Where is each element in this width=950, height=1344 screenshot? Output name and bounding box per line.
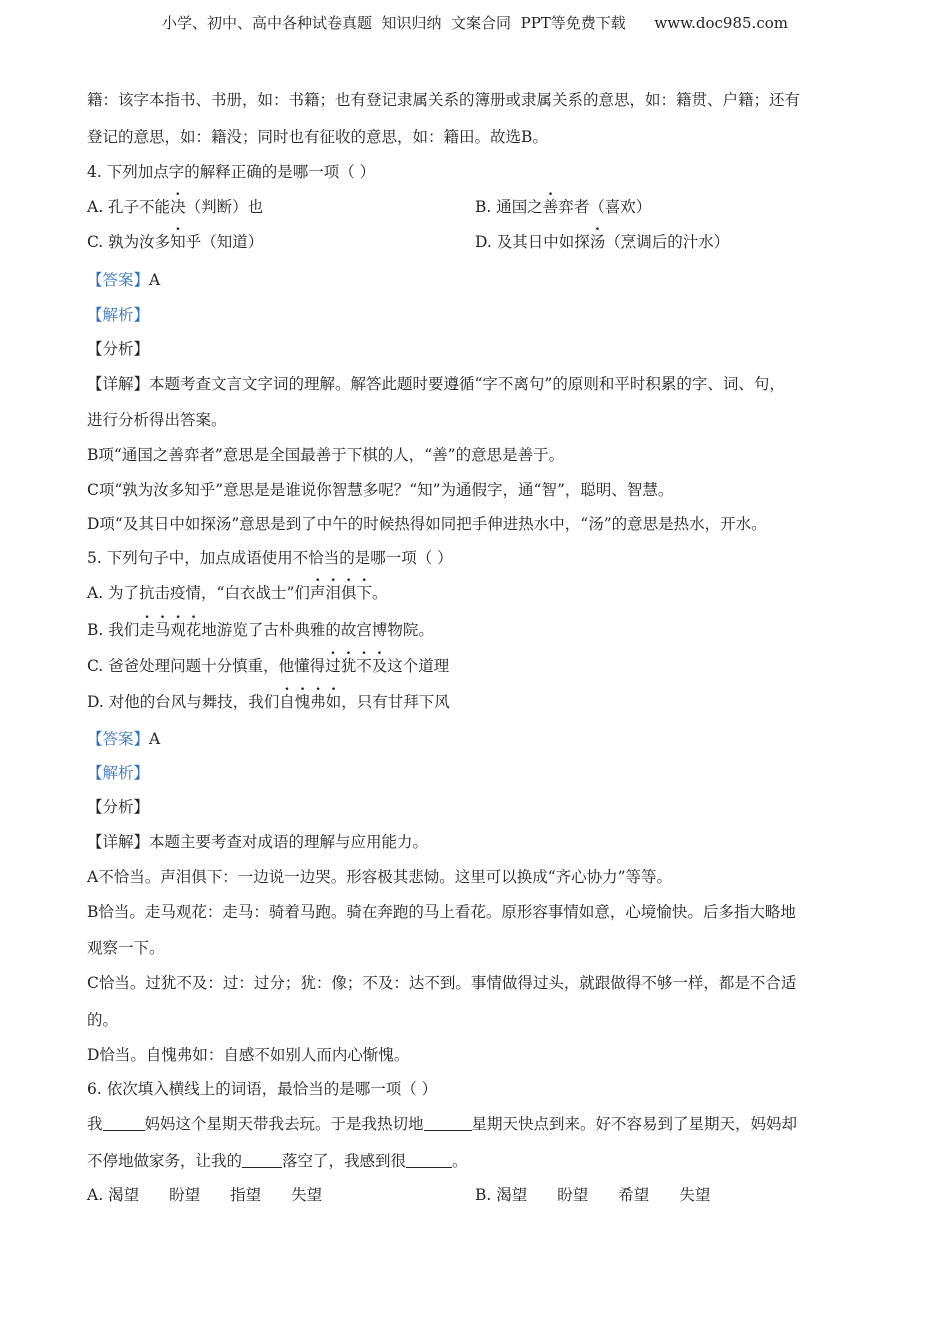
q4-option-a: A. 孔子不能决（判断）也 bbox=[87, 198, 264, 216]
dot-char: 泪 bbox=[325, 584, 341, 602]
dot-char: 善 bbox=[542, 198, 559, 216]
q6-stem: 6. 依次填入横线上的词语，最恰当的是哪一项（ ） bbox=[87, 1080, 438, 1098]
dot-char: 声 bbox=[309, 584, 326, 602]
q5-stem: 5. 下列句子中，加点成语使用不恰当的是哪一项（ ） bbox=[87, 549, 453, 567]
q5-jiexi-label: 【解析】 bbox=[87, 764, 150, 782]
dot-char: 愧 bbox=[294, 693, 311, 711]
dot-char: 弗 bbox=[310, 693, 326, 711]
q4-detail-line-1: 【详解】本题考查文言文字词的理解。解答此题时要遵循“字不离句”的原则和平时积累的字、词、句， bbox=[87, 375, 785, 393]
q5-detail-b-1: B恰当。走马观花：走马：骑着马跑。骑在奔跑的马上看花。原形容事情如意，心境愉快。后多指大略地 bbox=[87, 903, 796, 921]
dot-char: 犹 bbox=[340, 657, 357, 675]
q4-jiexi-label: 【解析】 bbox=[87, 306, 150, 324]
q4-fenxi-label: 【分析】 bbox=[87, 340, 150, 358]
q5-fenxi-label: 【分析】 bbox=[87, 798, 150, 816]
q5-detail-c-1: C恰当。过犹不及：过：过分；犹：像；不及：达不到。事情做得过头，就跟做得不够一样，都是不合适 bbox=[87, 974, 797, 992]
intro-line-2: 登记的意思，如：籍没；同时也有征收的意思，如：籍田。故选B。 bbox=[87, 128, 548, 146]
q4-options-row-2 bbox=[87, 231, 862, 253]
q4-detail-c: C项“孰为汝多知乎”意思是是谁说你智慧多呢？“知”为通假字，通“智”，聪明、智慧。 bbox=[87, 481, 674, 499]
q5-option-d: D. 对他的台风与舞技，我们自愧弗如，只有甘拜下风 bbox=[87, 693, 450, 711]
fill-blank bbox=[103, 1114, 145, 1131]
dot-char: 不 bbox=[356, 657, 372, 675]
q4-detail-b: B项“通国之善弈者”意思是全国最善于下棋的人，“善”的意思是善于。 bbox=[87, 446, 565, 464]
q5-option-b: B. 我们走马观花地游览了古朴典雅的故宫博物院。 bbox=[87, 621, 434, 639]
dot-char: 自 bbox=[279, 693, 295, 711]
fill-blank bbox=[406, 1151, 452, 1168]
dot-char: 如 bbox=[325, 693, 342, 711]
q6-line-2: 不停地做家务，让我的 落空了，我感到很 。 bbox=[87, 1152, 468, 1170]
q4-answer: 【答案】A bbox=[87, 271, 161, 289]
q5-detail-a: A不恰当。声泪俱下：一边说一边哭。形容极其悲恸。这里可以换成“齐心协力”等等。 bbox=[87, 868, 673, 886]
dot-char: 过 bbox=[325, 657, 341, 675]
q4-options-row-1 bbox=[87, 196, 862, 218]
q6-option-a: A. 渴望 盼望 指望 失望 bbox=[87, 1186, 323, 1204]
q5-option-c: C. 爸爸处理问题十分慎重，他懂得过犹不及这个道理 bbox=[87, 657, 450, 675]
q6-option-b: B. 渴望 盼望 希望 失望 bbox=[475, 1186, 711, 1204]
q5-detail-line-1: 【详解】本题主要考查对成语的理解与应用能力。 bbox=[87, 833, 429, 851]
q5-detail-c-2: 的。 bbox=[87, 1011, 119, 1029]
dot-char: 及 bbox=[371, 657, 388, 675]
q5-detail-b-2: 观察一下。 bbox=[87, 939, 165, 957]
q4-stem: 4. 下列加点字的解释正确的是哪一项（ ） bbox=[87, 163, 376, 181]
q5-answer: 【答案】A bbox=[87, 730, 161, 748]
answer-label: 【答案】 bbox=[87, 271, 150, 289]
q6-options-row bbox=[87, 1184, 862, 1206]
q5-option-a: A. 为了抗击疫情，“白衣战士”们声泪俱下。 bbox=[87, 584, 388, 602]
q4-option-d: D. 及其日中如探汤（烹调后的汁水） bbox=[475, 233, 730, 251]
dot-char: 汤 bbox=[589, 233, 606, 251]
dot-char: 决 bbox=[170, 198, 186, 216]
q4-option-c: C. 孰为汝多知乎（知道） bbox=[87, 233, 264, 251]
answer-label: 【答案】 bbox=[87, 730, 150, 748]
q4-detail-line-2: 进行分析得出答案。 bbox=[87, 411, 227, 429]
dot-char: 走 bbox=[139, 621, 155, 639]
dot-char: 下 bbox=[356, 584, 372, 602]
dot-char: 知 bbox=[170, 233, 186, 251]
dot-char: 观 bbox=[170, 621, 186, 639]
fill-blank bbox=[242, 1151, 282, 1168]
page-header: 小学、初中、高中各种试卷真题 知识归纳 文案合同 PPT等免费下载 www.doc985.com bbox=[161, 14, 788, 32]
dot-char: 俱 bbox=[340, 584, 357, 602]
fill-blank bbox=[424, 1114, 472, 1131]
q4-option-b: B. 通国之善弈者（喜欢） bbox=[475, 198, 652, 216]
dot-char: 马 bbox=[154, 621, 171, 639]
q6-line-1: 我 妈妈这个星期天带我去玩。于是我热切地 星期天快点到来。好不容易到了星期天，妈妈却 bbox=[87, 1115, 798, 1133]
intro-line-1: 籍：该字本指书、书册，如：书籍；也有登记隶属关系的簿册或隶属关系的意思，如：籍贯、户籍；还有 bbox=[87, 91, 801, 109]
q5-detail-d: D恰当。自愧弗如：自感不如别人而内心惭愧。 bbox=[87, 1046, 410, 1064]
q4-detail-d: D项“及其日中如探汤”意思是到了中午的时候热得如同把手伸进热水中，“汤”的意思是热水，开水。 bbox=[87, 515, 767, 533]
dot-char: 花 bbox=[185, 621, 202, 639]
